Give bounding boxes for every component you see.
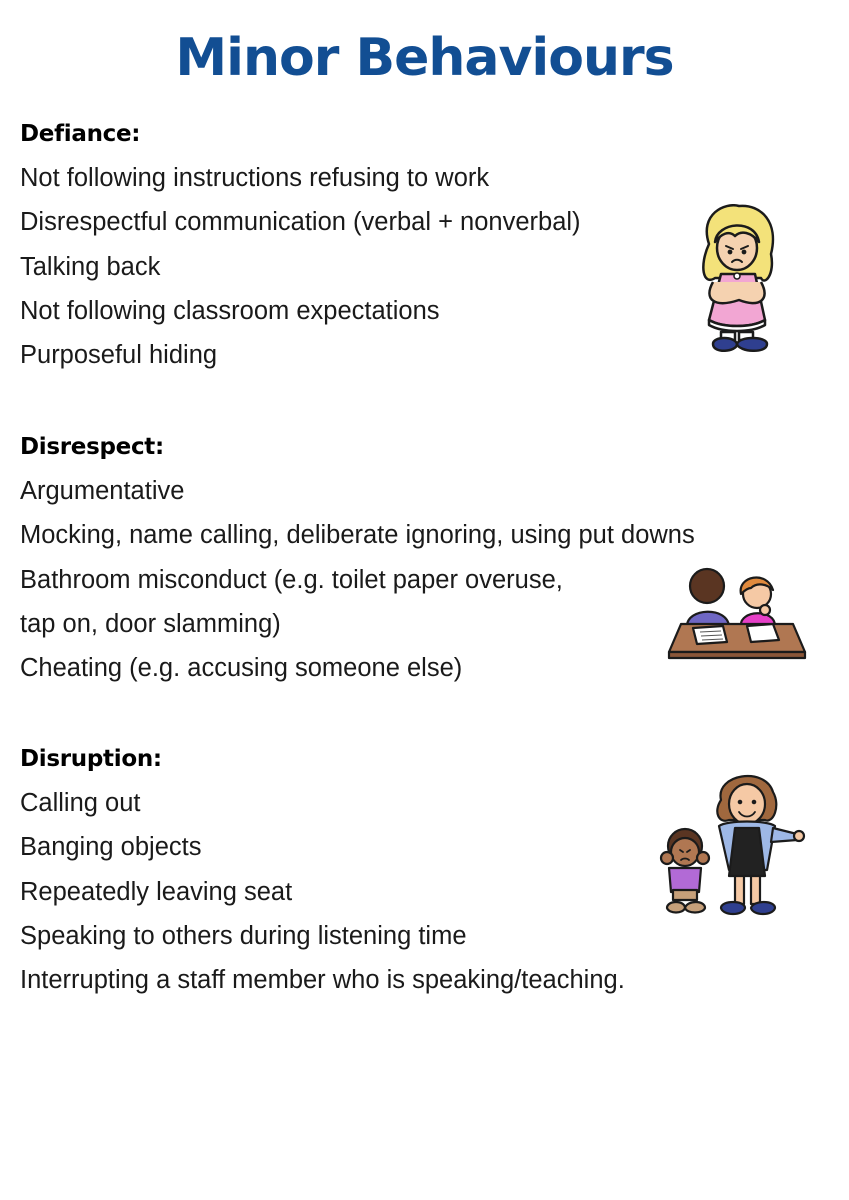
students-at-desk-illustration (667, 566, 807, 660)
list-item: Purposeful hiding (20, 341, 218, 370)
list-item: Repeatedly leaving seat (20, 877, 293, 906)
page-title: Minor Behaviours (175, 28, 674, 88)
section-heading: Disruption: (20, 746, 162, 772)
list-item: Mocking, name calling, deliberate ignoring, using put downs (20, 521, 695, 550)
list-item: Interrupting a staff member who is speaking/teaching. (20, 966, 625, 995)
list-item: Bathroom misconduct (e.g. toilet paper overuse, (20, 565, 563, 594)
list-item: Talking back (20, 252, 161, 281)
list-item: Not following instructions refusing to work (20, 164, 490, 192)
section-heading: Disrespect: (20, 434, 164, 460)
list-item: Speaking to others during listening time (20, 921, 467, 950)
list-item: Banging objects (20, 833, 202, 862)
grumpy-girl-illustration (695, 204, 781, 360)
section-disrespect (20, 425, 695, 690)
list-item: Cheating (e.g. accusing someone else) (20, 654, 463, 683)
list-item: Argumentative (20, 477, 185, 505)
section-disruption (20, 737, 625, 1002)
list-item: Calling out (20, 789, 141, 817)
teacher-and-child-illustration (655, 770, 807, 922)
list-item: tap on, door slamming) (20, 609, 281, 638)
section-defiance (20, 112, 581, 377)
list-item: Not following classroom expectations (20, 296, 440, 325)
section-heading: Defiance: (20, 121, 141, 147)
list-item: Disrespectful communication (verbal + nonverbal) (20, 208, 581, 237)
